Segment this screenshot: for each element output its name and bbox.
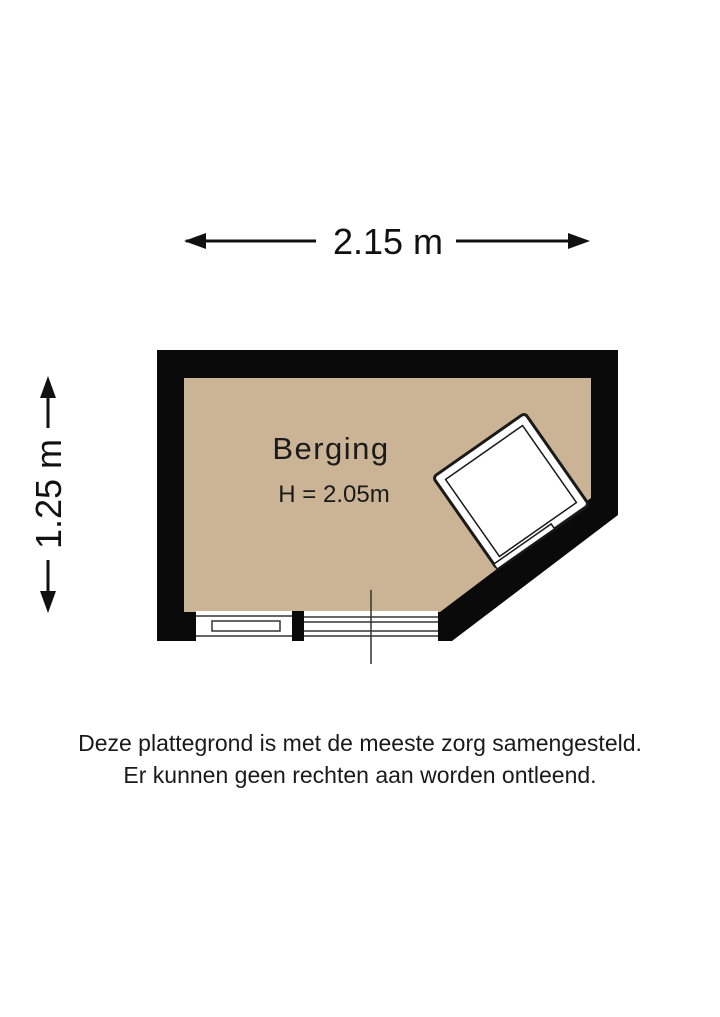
depth-dimension (28, 376, 69, 613)
depth-dimension-label: 1.25 m (28, 438, 69, 550)
width-dimension (184, 221, 590, 262)
disclaimer-line-1: Deze plattegrond is met de meeste zorg samengesteld. (78, 730, 642, 756)
depth-arrow-top-icon (40, 376, 56, 398)
room-height: H = 2.05m (278, 481, 390, 508)
window-left (196, 611, 292, 641)
window-mullion (292, 611, 304, 641)
room-name: Berging (272, 431, 390, 466)
width-arrow-left-icon (184, 233, 206, 249)
width-dimension-label: 2.15 m (332, 221, 444, 262)
width-arrow-right-icon (568, 233, 590, 249)
disclaimer-line-2: Er kunnen geen rechten aan worden ontleend. (123, 762, 597, 788)
depth-arrow-bottom-icon (40, 591, 56, 613)
